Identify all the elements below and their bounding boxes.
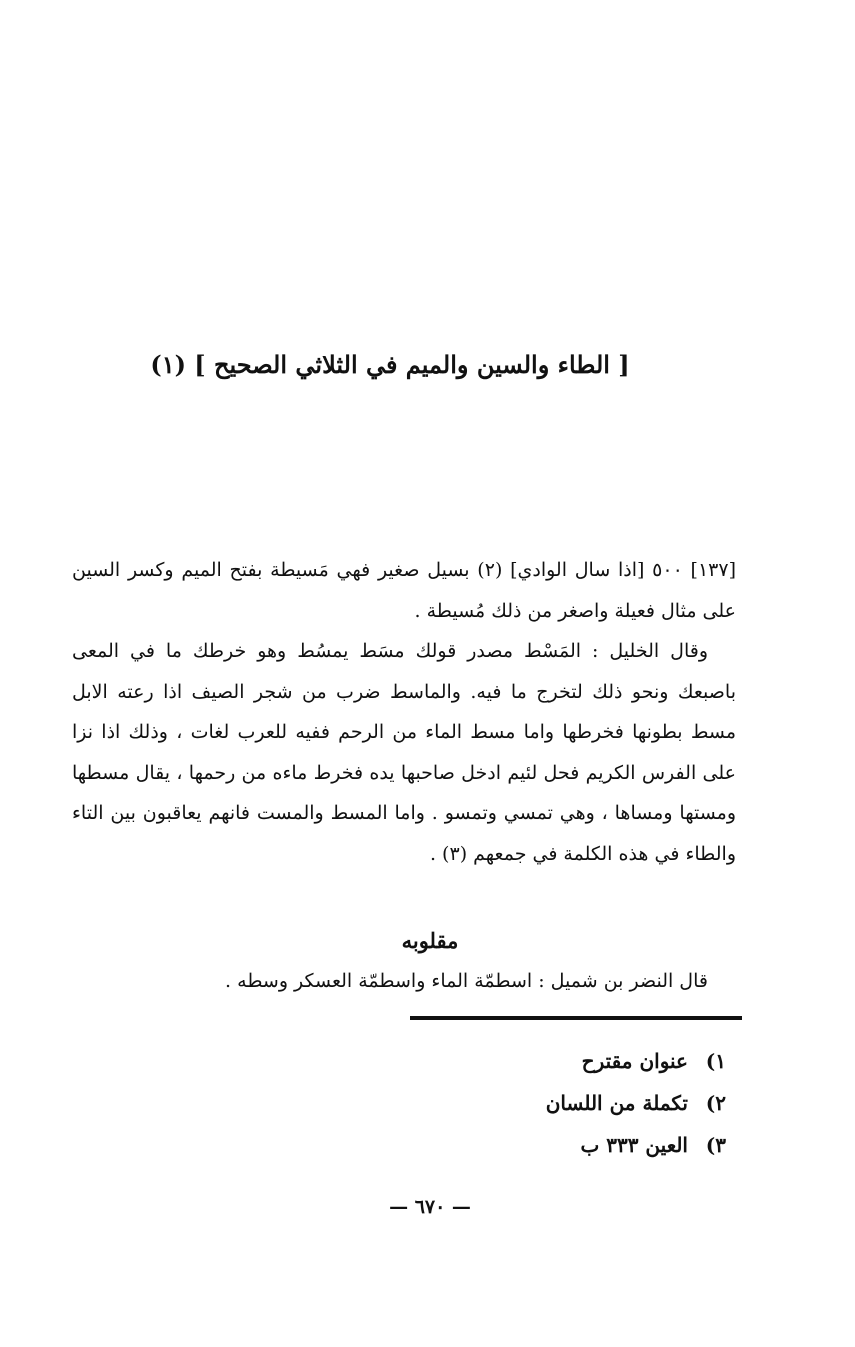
page-number: — ٦٧٠ — bbox=[389, 1196, 471, 1218]
footnote-text: العين ٣٣٣ ب bbox=[580, 1133, 688, 1157]
quote-text: قال النضر بن شميل : اسطمّة الماء واسطمّة العسكر وسطه . bbox=[225, 970, 708, 992]
subheading-maqlub: مقلوبه bbox=[401, 928, 459, 953]
footnote-number: ١) bbox=[705, 1049, 726, 1073]
footnote-1 bbox=[420, 1040, 726, 1082]
footnote-3 bbox=[420, 1124, 726, 1166]
khalil-paragraph: وقال الخليل : المَسْط مصدر قولك مسَط يمسُط وهو خرطك ما في المعى باصبعك ونحو ذلك لتخرج ما فيه. والماسط ضرب من شجر الصيف اذا رعته الابل مسط بطونها فخرطها واما مسط الماء من الرحم ففيه للعرب لغات ، وذلك اذا نزا على الفرس الكريم فحل لئيم ادخل صاحبها يده فخرط ماءه من رحمها ، يقال مسطها ومستها ومساها ، وهي تمسي وتمسو . واما المسط والمست فانهم يعاقبون بين التاء والطاء في هذه الكلمة في جمعهم (٣) . bbox=[72, 640, 736, 865]
footnote-2 bbox=[420, 1082, 726, 1124]
footnote-text: عنوان مقترح bbox=[581, 1049, 688, 1073]
body-text bbox=[72, 550, 736, 874]
nadr-quote bbox=[100, 962, 736, 1000]
entry-paragraph: [١٣٧] ٥٠٠ [اذا سال الوادي] (٢) بسيل صغير فهي مَسيطة بفتح الميم وكسر السين على مثال فعيلة واصغر من ذلك مُسيطة . bbox=[72, 559, 736, 622]
section-heading: [ الطاء والسين والميم في الثلاثي الصحيح ] (١) bbox=[150, 350, 630, 379]
footnotes bbox=[420, 1040, 726, 1166]
footnote-number: ٣) bbox=[705, 1133, 726, 1157]
footnote-divider bbox=[410, 1016, 742, 1020]
footnote-text: تكملة من اللسان bbox=[545, 1091, 688, 1115]
footnote-number: ٢) bbox=[705, 1091, 726, 1115]
